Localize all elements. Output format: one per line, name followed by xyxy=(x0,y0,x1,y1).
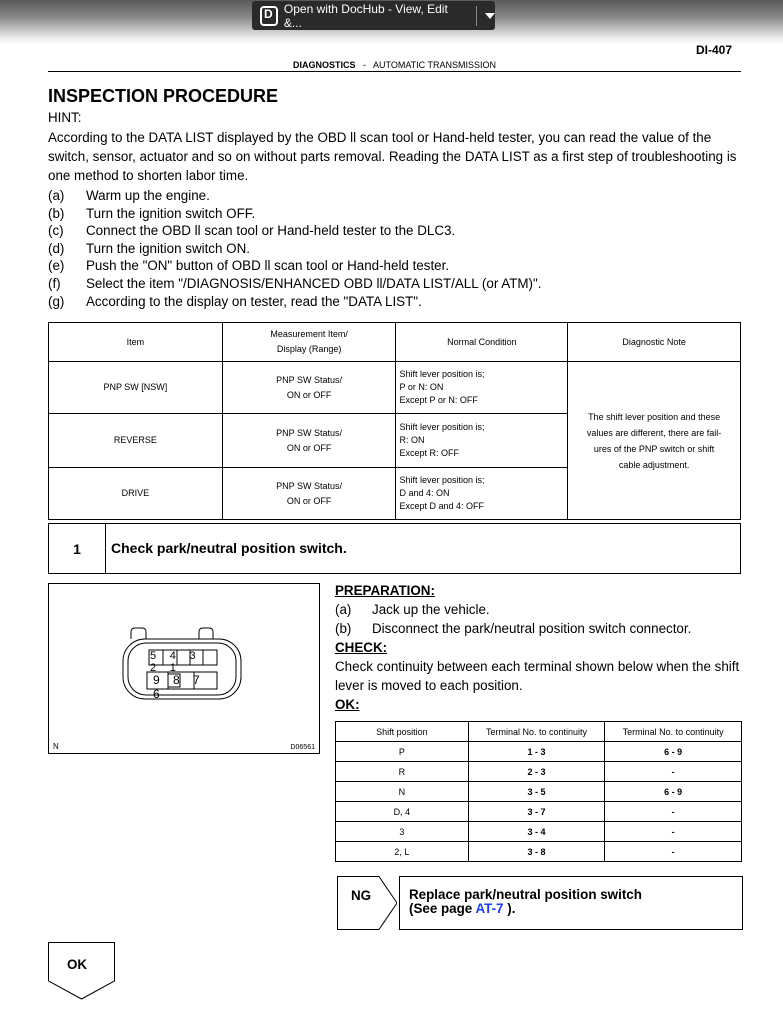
ng-result-block xyxy=(337,876,742,930)
header-section: DIAGNOSTICS xyxy=(292,60,356,70)
ng-link-suffix: ). xyxy=(503,901,516,916)
table-row: P 1 - 3 6 - 9 xyxy=(336,742,742,762)
step-1-box xyxy=(48,523,741,574)
cell-normal: Shift lever position is; P or N: ON Except P or N: OFF xyxy=(396,362,568,414)
prep-step: (a) Jack up the vehicle. xyxy=(335,602,490,617)
step-item: (b) Turn the ignition switch OFF. xyxy=(48,205,256,221)
table-header-row xyxy=(49,323,741,362)
ok-heading: OK: xyxy=(335,697,360,712)
cell-normal: Shift lever position is; D and 4: ON Except D and 4: OFF xyxy=(396,468,568,520)
preparation-heading: PREPARATION: xyxy=(335,583,435,598)
col-header-terminal-1: Terminal No. to continuity xyxy=(468,722,605,742)
step-item: (f) Select the item "/DIAGNOSIS/ENHANCED OBD ll/DATA LIST/ALL (or ATM)". xyxy=(48,275,542,291)
step-item: (c) Connect the OBD ll scan tool or Hand-held tester to the DLC3. xyxy=(48,223,456,239)
cell-item: PNP SW [NSW] xyxy=(49,362,223,414)
page-number: DI-407 xyxy=(696,43,733,57)
cell-item: DRIVE xyxy=(49,468,223,520)
table-header-row xyxy=(336,722,742,742)
intro-paragraph: According to the DATA LIST displayed by the OBD ll scan tool or Hand-held tester, you can read the value of the switch, sensor, actuator and so on without parts removal. Reading the DATA LIST as a first step of troubleshooting is one method to shorten labor time. xyxy=(48,130,737,183)
cell-item: REVERSE xyxy=(49,414,223,468)
step-item: (a) Warm up the engine. xyxy=(48,188,210,203)
col-header-shift: Shift position xyxy=(336,722,469,742)
connector-figure xyxy=(48,583,320,754)
dochub-logo-icon xyxy=(260,6,278,26)
figure-label-n: N xyxy=(53,742,59,751)
figure-code: D06561 xyxy=(290,744,315,751)
cell-measurement: PNP SW Status/ ON or OFF xyxy=(222,468,396,520)
continuity-table xyxy=(335,721,742,862)
procedure-steps xyxy=(48,187,541,310)
check-text: Check continuity between each terminal shown below when the shift lever is moved to each position. xyxy=(335,659,740,693)
ok-result-block xyxy=(48,942,115,1000)
prep-step: (b) Disconnect the park/neutral position switch connector. xyxy=(335,621,692,636)
open-with-dochub-label: Open with DocHub - View, Edit &... xyxy=(283,1,448,30)
hint-label: HINT: xyxy=(48,110,82,125)
col-header-terminal-2: Terminal No. to continuity xyxy=(605,722,742,742)
step-item: (e) Push the "ON" button of OBD ll scan tool or Hand-held tester. xyxy=(48,258,450,274)
ok-label: OK xyxy=(67,957,88,972)
table-row: 3 3 - 4 - xyxy=(336,822,742,842)
ng-label: NG xyxy=(351,888,372,903)
running-header xyxy=(48,60,741,72)
check-heading: CHECK: xyxy=(335,640,388,655)
preparation-section xyxy=(335,581,745,714)
cell-measurement: PNP SW Status/ ON or OFF xyxy=(222,414,396,468)
step-item: (d) Turn the ignition switch ON. xyxy=(48,240,250,256)
cell-normal: Shift lever position is; R: ON Except R: OFF xyxy=(396,414,568,468)
table-row: D, 4 3 - 7 - xyxy=(336,802,742,822)
step-title: Check park/neutral position switch. xyxy=(111,540,347,556)
table-row: 2, L 3 - 8 - xyxy=(336,842,742,862)
ng-action-box xyxy=(399,876,743,930)
table-row: R 2 - 3 - xyxy=(336,762,742,782)
ng-arrow-shape xyxy=(337,876,397,930)
cell-measurement: PNP SW Status/ ON or OFF xyxy=(222,362,396,414)
data-list-table xyxy=(48,322,741,520)
top-terminal-numbers: 5 4 3 2 1 xyxy=(150,650,201,674)
col-header-item: Item xyxy=(49,323,223,362)
col-header-measurement: Measurement Item/ Display (Range) xyxy=(222,323,396,362)
header-dash: - xyxy=(363,60,366,70)
ng-action-text: Replace park/neutral position switch xyxy=(409,887,642,902)
step-number: 1 xyxy=(49,524,106,573)
step-item: (g) According to the display on tester, read the "DATA LIST". xyxy=(48,293,422,309)
page-link-at7[interactable]: AT-7 xyxy=(475,901,504,916)
ng-see-page-text: (See page xyxy=(409,901,476,916)
chevron-down-icon[interactable] xyxy=(485,13,495,19)
col-header-normal: Normal Condition xyxy=(396,323,568,362)
cell-diagnostic-note: The shift lever position and these values are different, there are fail- ures of the PNP switch or shift cable adjustment. xyxy=(568,362,741,520)
open-with-dochub-button[interactable] xyxy=(252,1,495,30)
page-title: INSPECTION PROCEDURE xyxy=(48,86,279,106)
table-row: N 3 - 5 6 - 9 xyxy=(336,782,742,802)
table-row xyxy=(49,362,741,414)
banner-divider xyxy=(476,6,477,26)
col-header-note: Diagnostic Note xyxy=(568,323,741,362)
header-subject: AUTOMATIC TRANSMISSION xyxy=(373,60,497,70)
bottom-terminal-numbers: 9 8 7 6 xyxy=(153,673,205,701)
